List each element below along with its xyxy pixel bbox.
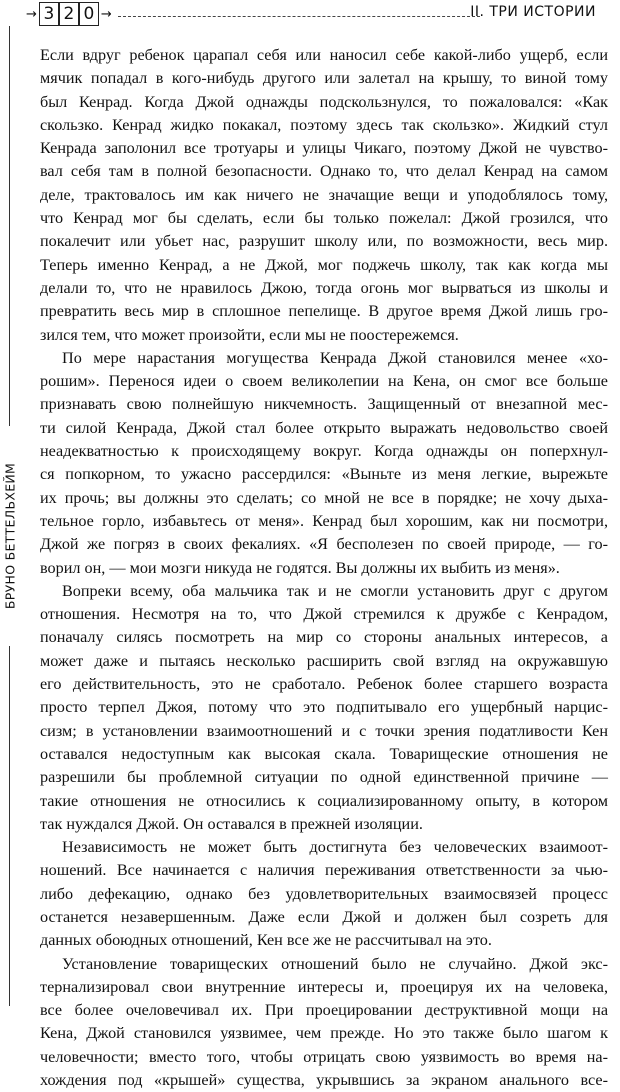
text-line: тернализировал свои внутренние интересы и, проецируя их на человека, xyxy=(40,977,608,996)
arrow-right-icon: → xyxy=(100,6,112,22)
page-header xyxy=(0,0,620,40)
page-number xyxy=(24,2,114,26)
text-line: рошим». Перенося идеи о своем великолепии на Кена, он смог все больше xyxy=(40,372,608,391)
text-line: тельное горло, избавьтесь от меня». Кенрад был хорошим, как ни посмотри, xyxy=(40,511,608,530)
text-line: Если вдруг ребенок царапал себя или наносил себе какой-либо ущерб, если xyxy=(40,46,608,64)
text-line: человечности; вместо того, чтобы отрицать свою уязвимость во время на- xyxy=(40,1047,608,1066)
body-text xyxy=(40,44,608,1092)
text-line: хождения под «крышей» существа, укрывшись за экраном анального все- xyxy=(40,1071,608,1090)
text-line: его действительность, это не сработало. Ребенок более старшего возраста xyxy=(40,675,608,694)
text-line: неадекватностью к происходящему вокруг. Когда однажды он поперхнул- xyxy=(40,442,608,461)
text-line: сизм; в установлении взаимоотношений и с точки зрения податливости Кен xyxy=(40,721,608,740)
text-line: все более очеловечивал их. При проецировании деструктивной мощи на xyxy=(40,1001,608,1020)
text-line: Теперь именно Кенрад, а не Джой, мог поджечь школу, так как когда мы xyxy=(40,255,608,274)
text-line: так нуждался Джой. Он оставался в прежней изоляции. xyxy=(40,814,423,833)
text-line: Установление товарищеских отношений было не случайно. Джой экс- xyxy=(62,954,608,973)
text-line: скользко. Кенрад жидко покакал, поэтому здесь так скользко». Жидкий стул xyxy=(40,115,608,134)
text-line: превратить весь мир в сплошное пепелище. В другое время Джой лишь гро- xyxy=(40,302,608,321)
side-margin xyxy=(0,26,22,1006)
text-line: Джой же погряз в своих фекалиях. «Я бесполезен по своей природе, — го- xyxy=(40,535,608,554)
text-line: что Кенрад мог бы сделать, если бы только пожелал: Джой грозился, что xyxy=(40,209,608,228)
side-divider xyxy=(9,646,10,1006)
text-line: признавать свою полнейшую никчемность. Защищенный от внезапной мес- xyxy=(40,395,608,414)
text-line: делали то, что не нравилось Джою, тогда огонь мог вырваться из школы и xyxy=(40,278,608,297)
text-line: разрешили бы проблемной ситуации по одной единственной причине — xyxy=(40,768,608,787)
text-line: был Кенрад. Когда Джой однажды подскользнулся, то пожаловался: «Как xyxy=(40,92,608,111)
side-author-name: БРУНО БЕТТЕЛЬХЕЙМ xyxy=(2,462,18,610)
text-line: По мере нарастания могущества Кенрада Джой становился менее «хо- xyxy=(62,348,608,367)
page-number-digits xyxy=(39,2,99,26)
text-line: данных обоюдных отношений, Кен все же не рассчитывал на это. xyxy=(40,931,492,950)
text-line: поначалу силясь посмотреть на мир со стороны анальных интересов, а xyxy=(40,628,608,647)
running-title: II. ТРИ ИСТОРИИ xyxy=(470,4,596,20)
page-digit: 3 xyxy=(39,2,59,26)
text-line: мячик попадал в кого-нибудь другого или залетал на крышу, то виной тому xyxy=(40,69,608,88)
text-line: останется незавершенным. Даже если Джой и должен был созреть для xyxy=(40,907,608,926)
text-line: Кенрада заполонил все тротуары и улицы Чикаго, поэтому Джой не чувство- xyxy=(40,139,608,158)
text-line: ти силой Кенрада, Джой стал более открыто выражать недовольство своей xyxy=(40,418,608,437)
text-line: отношения. Несмотря на то, что Джой стремился к дружбе с Кенрадом, xyxy=(40,605,608,624)
text-line: ношений. Все начинается с наличия переживания ответственности за чью- xyxy=(40,861,608,880)
page-digit: 2 xyxy=(59,2,79,26)
text-line: их прочь; вы должны это сделать; со мной не все в порядке; не хочу дыха- xyxy=(40,488,608,507)
header-divider xyxy=(118,16,480,17)
page-digit: 0 xyxy=(79,2,99,26)
side-divider xyxy=(9,26,10,426)
text-line: покалечит или убьет нас, разрушит школу или, по возможности, весь мир. xyxy=(40,232,608,251)
text-line: оставался недоступным как высокая скала. Товарищеские отношения не xyxy=(40,744,608,763)
text-line: ворил он, — мои мозги никуда не годятся. Вы должны их выбить из меня». xyxy=(40,558,560,577)
text-line: Независимость не может быть достигнута без человеческих взаимоот- xyxy=(62,838,608,857)
arrow-right-icon: → xyxy=(26,6,37,22)
text-line: может даже и пытаясь несколько расширить свой взгляд на окружавшую xyxy=(40,651,608,670)
text-line: вал себя там в полной безопасности. Однако то, что делал Кенрад на самом xyxy=(40,162,608,181)
text-line: ся попкорном, то ужасно рассердился: «Выньте из меня легкие, вырежьте xyxy=(40,465,608,484)
text-line: зился тем, что может произойти, если мы не поостережемся. xyxy=(40,325,459,344)
text-line: либо дефекацию, однако без удовлетворительных взаимосвязей процесс xyxy=(40,884,608,903)
text-line: деле, трактовалось им как ничего не значащие вещи и уподоблялось тому, xyxy=(40,185,608,204)
text-line: Вопреки всему, оба мальчика так и не смогли установить друг с другом xyxy=(62,581,608,600)
text-line: просто терпел Джоя, потому что это подпитывало его ущербный нарцис- xyxy=(40,698,608,717)
text-line: Кена, Джой становился уязвимее, чем прежде. Но это также было шагом к xyxy=(40,1024,608,1043)
text-line: такие отношения не относились к социализированному опыту, в котором xyxy=(40,791,608,810)
